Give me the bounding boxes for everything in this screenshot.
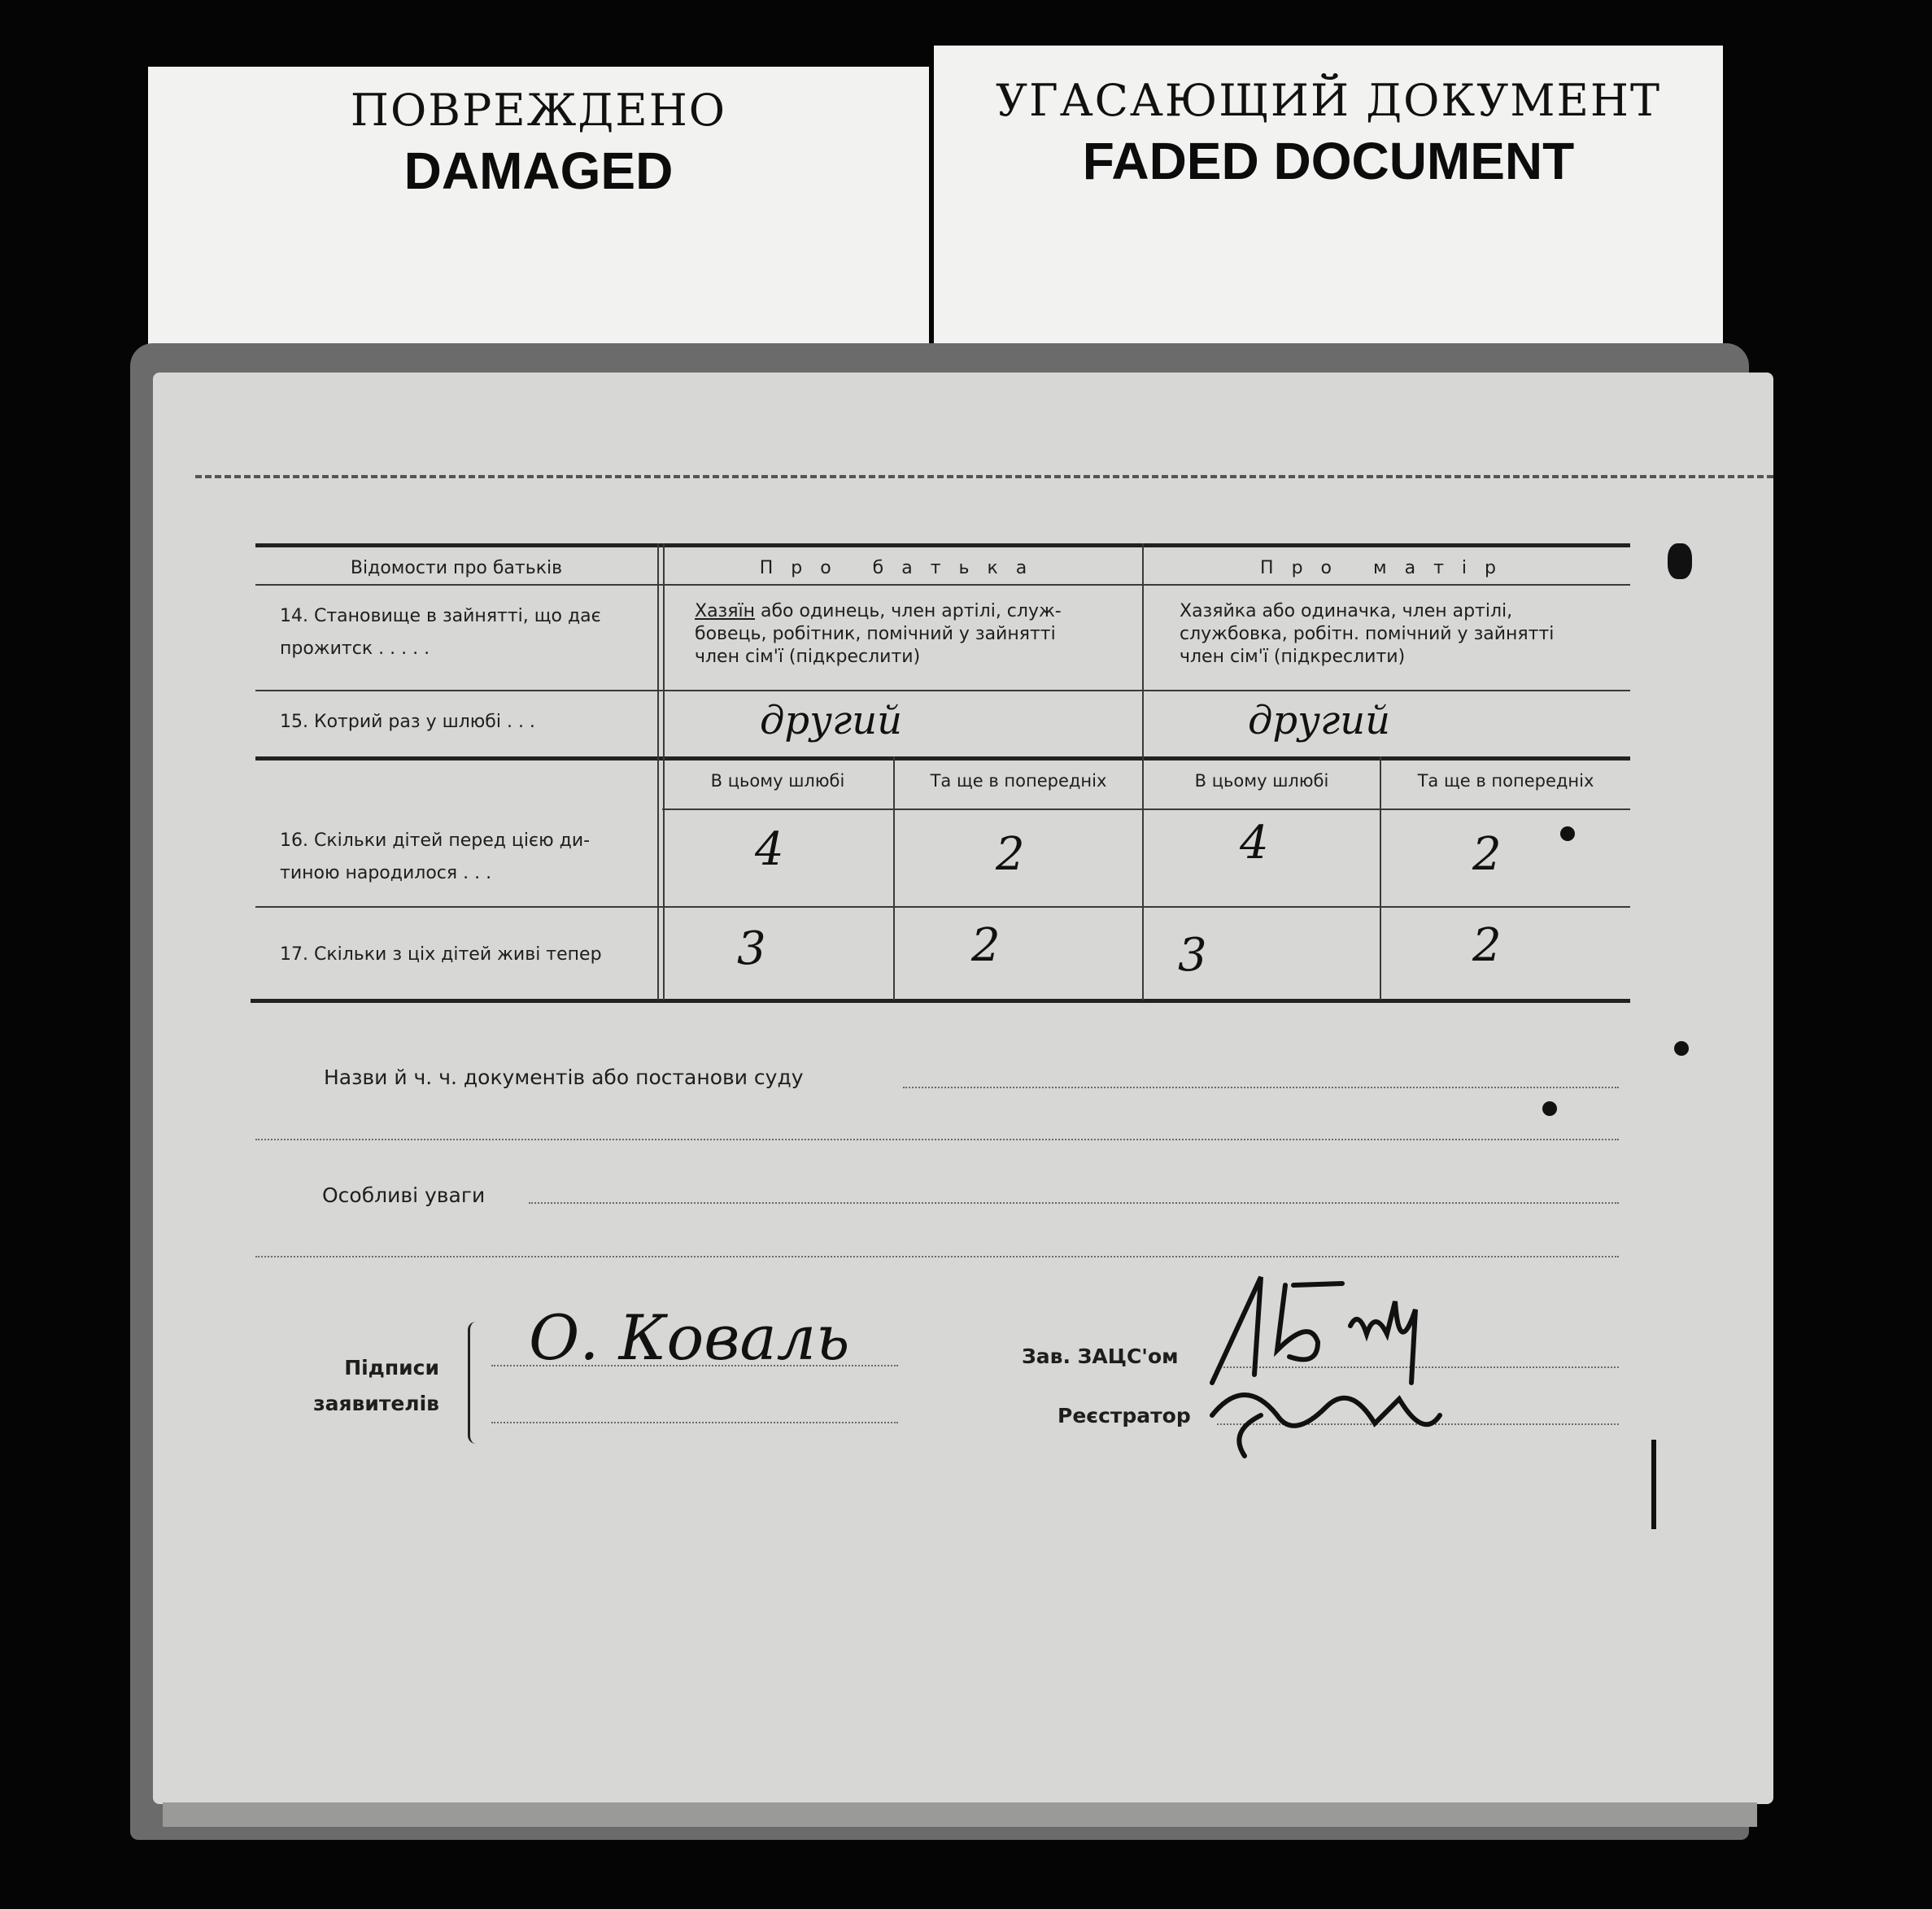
header-father: Про батька [759, 558, 1045, 578]
subheader-mother-previous: Та ще в попередніх [1417, 771, 1594, 791]
damaged-label-card [148, 67, 929, 384]
documents-line-2 [255, 1139, 1619, 1140]
column-divider [893, 756, 895, 1000]
applicant-signature: О. Коваль [529, 1301, 850, 1374]
zags-head-label: Зав. ЗАЦС'ом [1022, 1345, 1179, 1368]
row16-label-line2: тиною народилося . . . [280, 863, 492, 883]
table-top-rule [255, 543, 1630, 547]
row14-father-line2: бовець, робітник, помічний у зайнятті [695, 624, 1056, 644]
row14-father-options [695, 600, 1134, 669]
table-rule [662, 808, 1630, 810]
row14-mother-line2: службовка, робітн. помічний у зайнятті [1180, 624, 1555, 644]
registrar-label: Реєстратор [1058, 1404, 1191, 1427]
column-divider [1380, 756, 1381, 1000]
documents-label: Назви й ч. ч. документів або постанови суду [324, 1066, 804, 1089]
row15-mother-value: другий [1248, 698, 1391, 743]
table-rule [255, 906, 1630, 908]
row14-father-line1: або одинець, член артілі, служ- [754, 601, 1062, 621]
subheader-mother-this-marriage: В цьому шлюбі [1194, 771, 1329, 791]
row17-mother-this: 3 [1178, 929, 1207, 982]
table-rule [255, 756, 1630, 761]
row17-mother-previous: 2 [1472, 919, 1502, 972]
row14-father-underlined: Хазяїн [695, 601, 755, 621]
row14-mother-line3: член сім'ї (підкреслити) [1180, 647, 1406, 667]
documents-line [903, 1087, 1619, 1088]
applicant-sign-line-2 [491, 1422, 898, 1423]
applicant-sign-line-1 [491, 1365, 898, 1366]
punch-hole [1674, 1041, 1689, 1056]
table-rule [255, 584, 1630, 586]
row16-father-this: 4 [755, 823, 784, 876]
row14-father-line3: член сім'ї (підкреслити) [695, 647, 921, 667]
row14-mother-line1: Хазяйка або одиначка, член артілі, [1180, 601, 1513, 621]
row14-mother-options [1180, 600, 1619, 669]
subheader-father-previous: Та ще в попередніх [930, 771, 1107, 791]
notes-label: Особливі уваги [322, 1183, 486, 1207]
row17-father-this: 3 [737, 922, 766, 975]
perforation-line [195, 475, 1773, 478]
row17-father-previous: 2 [971, 919, 1001, 972]
row14-label-line1: 14. Становище в зайнятті, що дає [280, 606, 601, 626]
damaged-label-en: DAMAGED [403, 142, 674, 200]
faded-label-en: FADED DOCUMENT [1082, 132, 1575, 190]
header-mother: Про матір [1260, 558, 1514, 578]
faded-label-ru: УГАСАЮЩИЙ ДОКУМЕНТ [995, 75, 1662, 126]
row16-mother-this: 4 [1240, 817, 1269, 870]
page-tear [1651, 1440, 1656, 1529]
row14-label [280, 600, 654, 665]
page-stack-edge [163, 1802, 1757, 1827]
applicants-label-line1: Підписи [344, 1356, 439, 1379]
subheader-father-this-marriage: В цьому шлюбі [710, 771, 845, 791]
signature-brace [468, 1322, 482, 1444]
damage-hole [1668, 543, 1692, 579]
row16-label-line1: 16. Скільки дітей перед цією ди- [280, 830, 591, 851]
damaged-label-ru: ПОВРЕЖДЕНО [350, 85, 727, 136]
table-bottom-rule [251, 999, 1630, 1003]
official-signature [1196, 1253, 1464, 1472]
applicants-label-line2: заявителів [313, 1392, 439, 1415]
row16-label [280, 825, 654, 890]
table-rule [255, 690, 1630, 691]
header-parents-info: Відомости про батьків [350, 558, 563, 578]
row15-father-value: другий [760, 698, 903, 743]
faded-document-label-card [934, 46, 1723, 371]
row17-label: 17. Скільки з ціх дітей живі тепер [280, 944, 602, 965]
punch-hole [1560, 826, 1575, 841]
row15-label: 15. Котрий раз у шлюбі . . . [280, 712, 535, 732]
row14-label-line2: прожитск . . . . . [280, 639, 430, 659]
notes-line [529, 1202, 1619, 1204]
punch-hole [1542, 1101, 1557, 1116]
applicants-signatures-label [309, 1350, 439, 1422]
row16-mother-previous: 2 [1472, 828, 1502, 881]
row16-father-previous: 2 [996, 828, 1025, 881]
